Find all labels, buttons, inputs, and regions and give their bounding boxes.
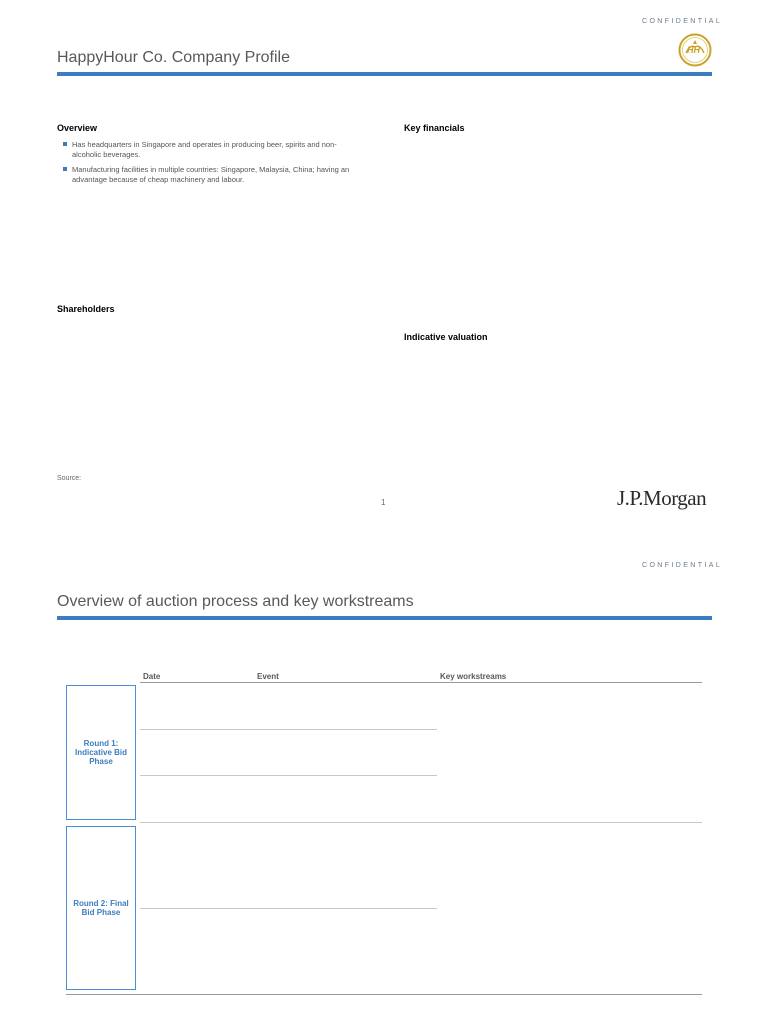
brand-logo: J.P.Morgan bbox=[617, 486, 707, 510]
row-divider bbox=[140, 775, 437, 776]
overview-bullets bbox=[57, 140, 352, 191]
shareholders-heading: Shareholders bbox=[57, 304, 115, 314]
column-header-event: Event bbox=[257, 672, 279, 681]
phase-label: Round 1: Indicative Bid Phase bbox=[74, 738, 127, 767]
row-divider bbox=[140, 908, 437, 909]
phase-label: Round 2: Final Bid Phase bbox=[73, 898, 129, 917]
row-divider bbox=[140, 729, 437, 730]
bullet-text: Manufacturing facilities in multiple countries: Singapore, Malaysia, China; having an advantage because of cheap machinery and labour. bbox=[72, 165, 350, 185]
page-number: 1 bbox=[381, 498, 386, 507]
phase-divider bbox=[140, 822, 702, 823]
key-financials-heading: Key financials bbox=[404, 123, 465, 133]
title-rule bbox=[57, 616, 712, 620]
list-item bbox=[57, 140, 352, 160]
column-header-date: Date bbox=[143, 672, 161, 681]
bullet-text: Has headquarters in Singapore and operates in producing beer, spirits and non-alcoholic beverages. bbox=[72, 140, 337, 160]
table-bottom-rule bbox=[66, 994, 702, 995]
title-rule bbox=[57, 72, 712, 76]
logo-text: HH bbox=[687, 45, 700, 55]
header-rule bbox=[140, 682, 702, 683]
page-title: HappyHour Co. Company Profile bbox=[57, 49, 290, 66]
bullet-icon bbox=[63, 167, 67, 171]
phase-box-round-2 bbox=[66, 826, 136, 990]
confidential-label: CONFIDENTIAL bbox=[642, 562, 723, 569]
confidential-label: CONFIDENTIAL bbox=[642, 18, 723, 25]
bullet-icon bbox=[63, 142, 67, 146]
company-logo bbox=[678, 33, 712, 67]
phase-box-round-1 bbox=[66, 685, 136, 820]
list-item bbox=[57, 165, 352, 185]
page-title: Overview of auction process and key workstreams bbox=[57, 593, 414, 610]
overview-heading: Overview bbox=[57, 123, 98, 133]
source-note: Source: bbox=[57, 475, 82, 482]
indicative-valuation-heading: Indicative valuation bbox=[404, 332, 488, 342]
column-header-workstreams: Key workstreams bbox=[440, 672, 507, 681]
